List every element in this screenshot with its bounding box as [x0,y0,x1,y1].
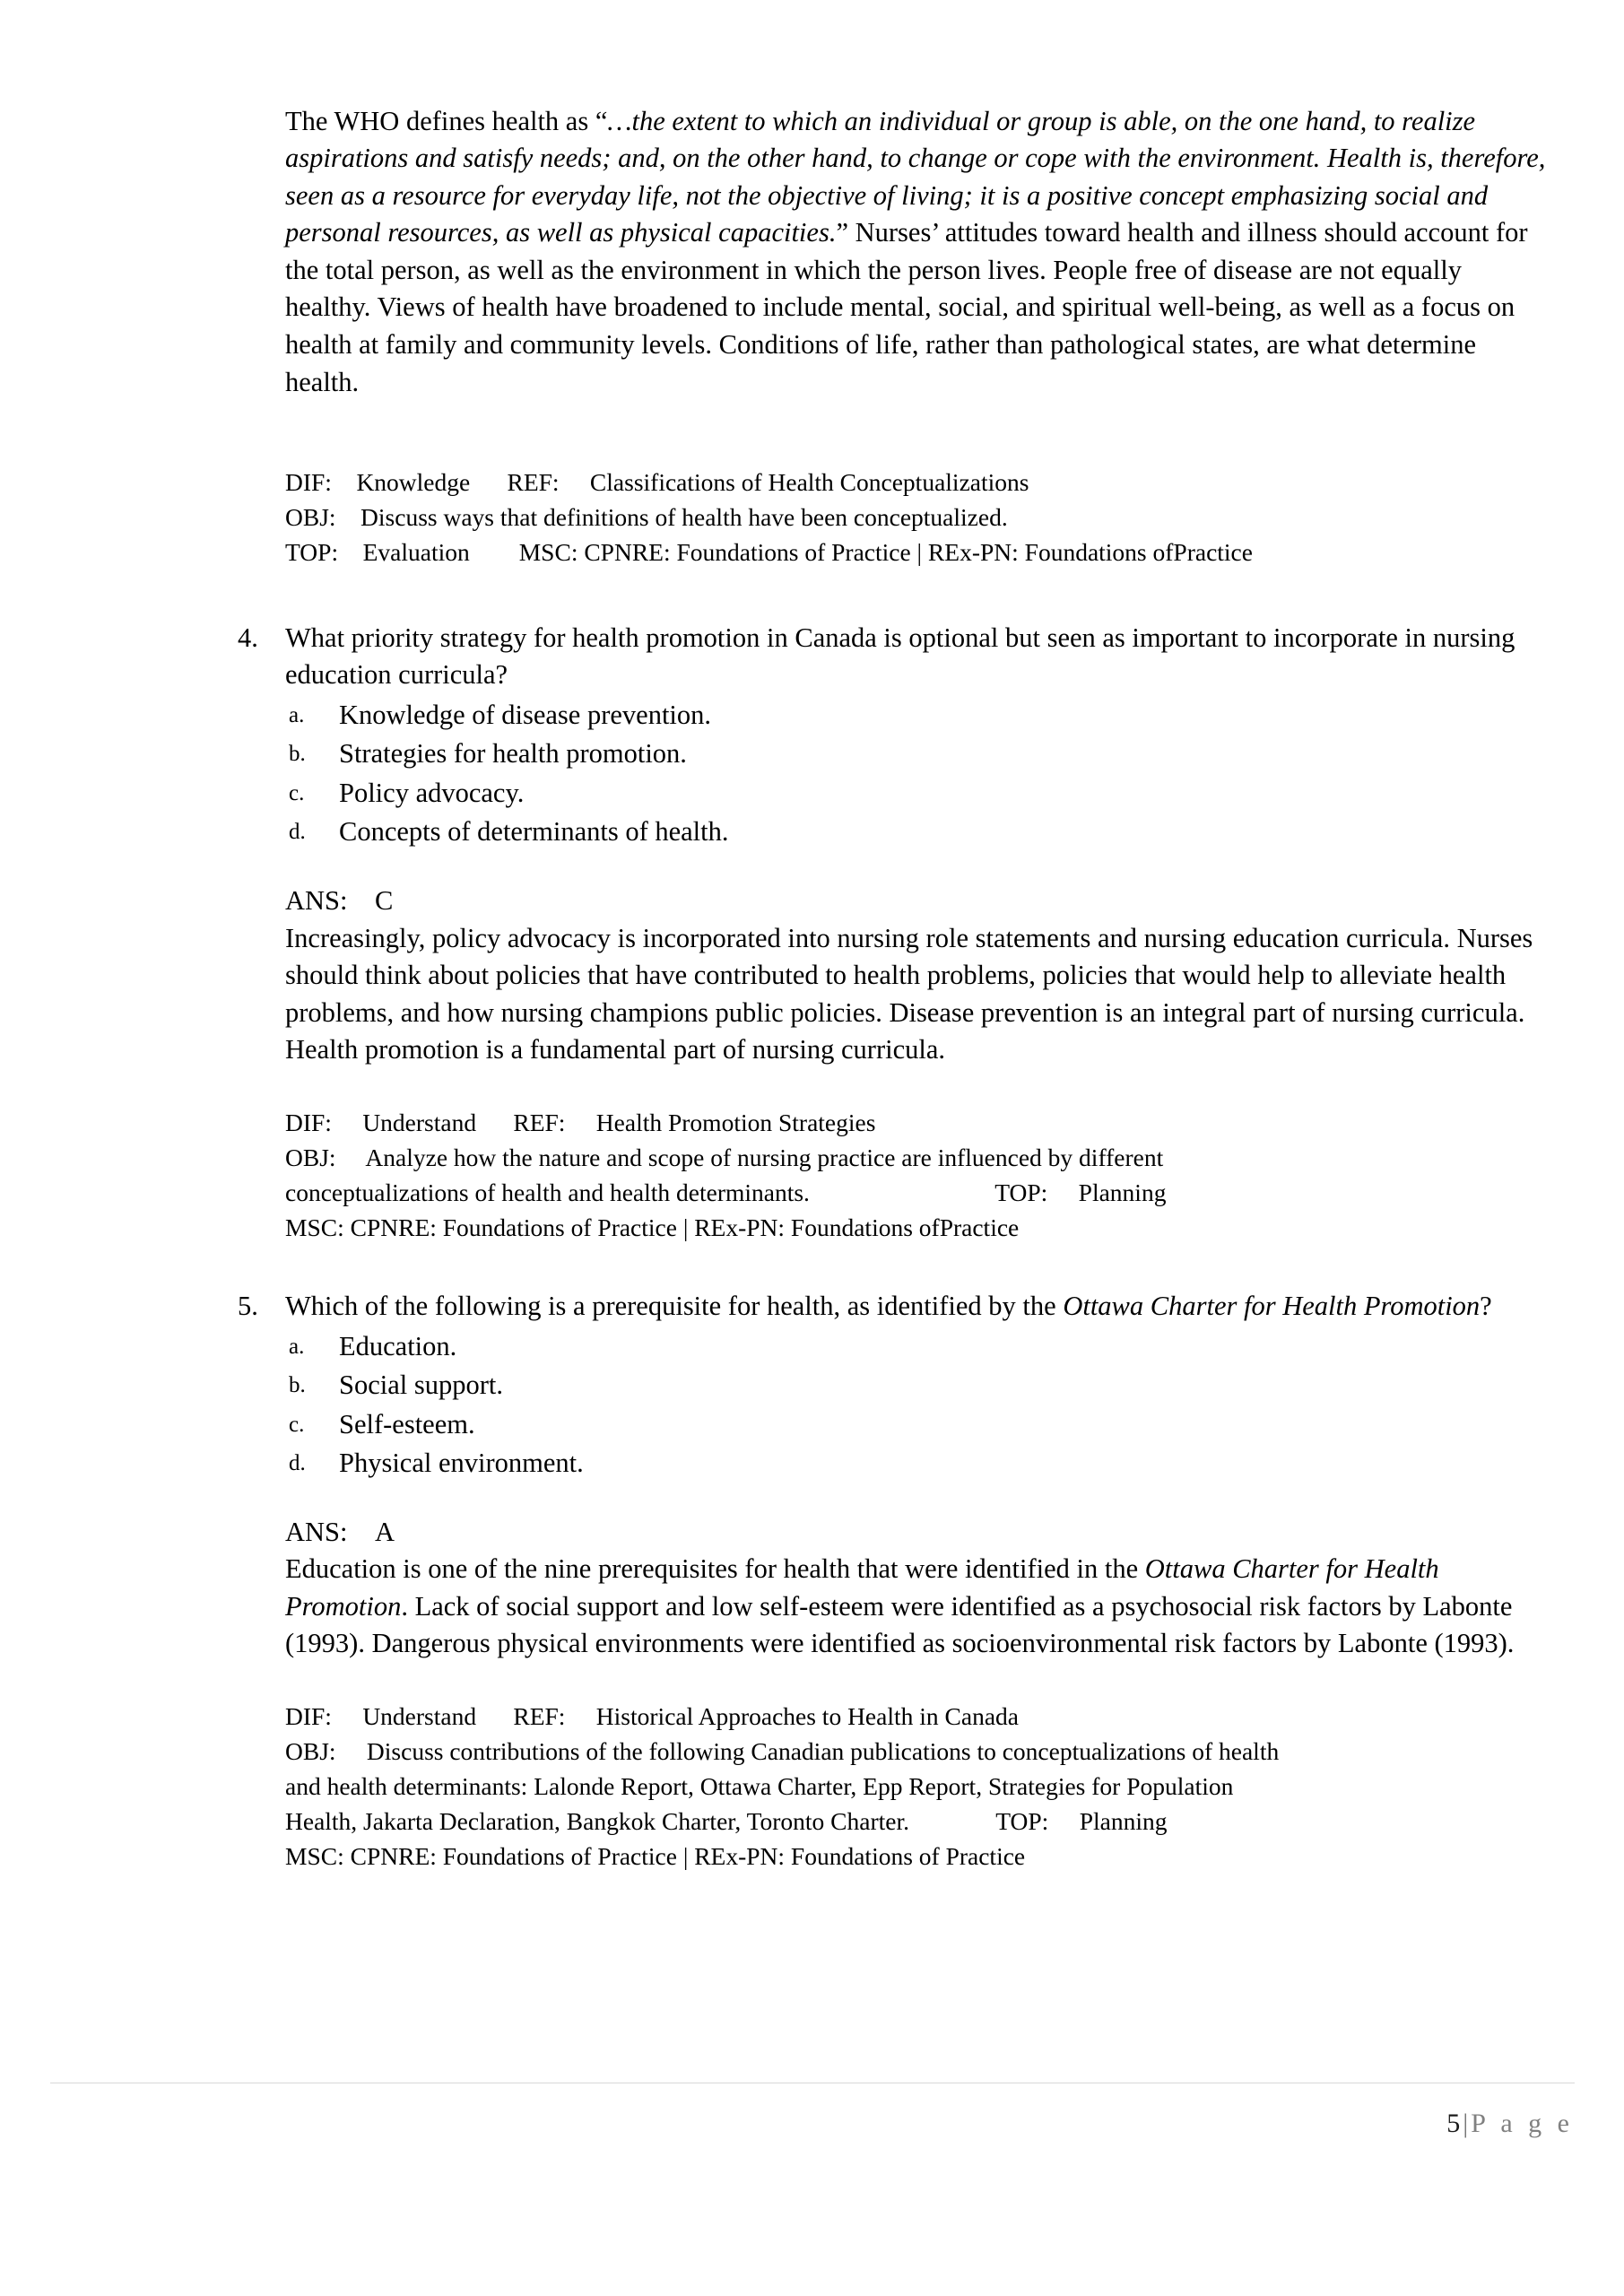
metadata-dif-ref-line: DIF: Understand REF: Health Promotion Strategies [285,1108,876,1136]
metadata-obj-continuation-line [285,1175,1559,1210]
question-4-rationale: Increasingly, policy advocacy is incorporated into nursing role statements and nursing education curricula. Nurses should think about policies that have contributed to health problems, policies that would help to alleviate health problems, and how nursing champions public policies. Disease prevention is an integral part of nursing curricula. Health promotion is a fundamental part of nursing curricula. [285,922,1533,1065]
option-c-letter: c. [289,780,305,805]
option-c-label: Self-esteem. [339,1408,475,1439]
spacer [0,1663,1624,1699]
question-5-stem [285,1288,1556,1326]
metadata-obj-end-line [285,1804,1559,1839]
spacer [0,1245,1624,1288]
metadata-msc-line: MSC: CPNRE: Foundations of Practice | REx-PN: Foundations of Practice [285,1841,1026,1870]
option-b[interactable] [285,735,1556,774]
option-c-label: Policy advocacy. [339,777,525,808]
intro-paragraph-block [285,103,1550,402]
footer [0,2106,1574,2142]
question-5-answer-line [285,1514,1624,1552]
option-b-letter: b. [289,1373,306,1397]
option-d-label: Physical environment. [339,1448,584,1478]
option-d-label: Concepts of determinants of health. [339,816,729,848]
rationale-part2: . Lack of social support and low self-esteem were identified as a psychosocial risk factors by Labonte (1993). Dangerous physical environments were identified as socioenvironmental risk factors by Labonte (1993). [285,1590,1515,1659]
option-d[interactable] [285,813,1556,852]
question-4-options [285,696,1556,852]
question-5-options [285,1327,1556,1483]
spacer [0,429,1624,465]
page-content [0,75,1624,1874]
question-5-stem-italic: Ottawa Charter for Health Promotion [1063,1290,1481,1321]
question-4-answer-line [285,883,1624,920]
option-a-letter: a. [289,1334,305,1359]
metadata-obj-line: OBJ: Analyze how the nature and scope of nursing practice are influenced by different [285,1143,1164,1171]
question-4-number: 4. [238,622,258,653]
spacer [0,1069,1624,1105]
option-d-letter: d. [289,820,306,845]
metadata-block-q4 [285,1105,1559,1245]
question-5-number: 5. [238,1290,258,1321]
answer-label: ANS: [285,1516,348,1547]
option-a[interactable] [285,696,1556,735]
option-a[interactable] [285,1327,1556,1367]
question-4-stem: What priority strategy for health promotion in Canada is optional but seen as important to incorporate in nursing education curricula? [285,622,1515,691]
metadata-obj-continuation-line: and health determinants: Lalonde Report, Ottawa Charter, Epp Report, Strategies for Population [285,1771,1234,1800]
metadata-obj-continuation-text: conceptualizations of health and health determinants. [285,1178,810,1206]
intro-quote-text: …the extent to which an individual or group is able, on the one hand, to realize aspirations and satisfy needs; and, on the other hand, to change or cope with the environment. Health is, therefore, seen as a resource for everyday life, not the objective of living; it is a positive concept emphasizing social and personal resources, as well as physical capacities. [285,105,1546,248]
metadata-top-text: TOP: Planning [994,1178,1167,1206]
metadata-block-q3 [285,465,1559,570]
metadata-top-msc-line: TOP: Evaluation MSC: CPNRE: Foundations of Practice | REx-PN: Foundations ofPractice [285,537,1253,566]
spacer [0,1483,1624,1514]
option-b-letter: b. [289,742,306,767]
question-4 [238,620,1556,852]
footer-separator: | [1463,2109,1469,2138]
option-c[interactable] [285,1405,1556,1445]
footer-page-label: P a g e [1471,2109,1574,2138]
answer-spacer [348,1517,376,1547]
option-b[interactable] [285,1366,1556,1405]
spacer [0,852,1624,883]
option-b-label: Social support. [339,1370,503,1400]
intro-tail-text: ” Nurses’ attitudes toward health and illness should account for the total person, as well as the environment in which the person lives. People free of disease are not equally healthy. Views of health have broadened to include mental, social, and spiritual well-being, as well as a focus on health at family and community levels. Conditions of life, rather than pathological states, are what determine health. [285,217,1528,397]
question-5 [238,1288,1556,1483]
rationale-italic-title: Ottawa Charter for Health Promotion [285,1553,1439,1622]
option-c[interactable] [285,774,1556,813]
metadata-msc-line: MSC: CPNRE: Foundations of Practice | REx-PN: Foundations ofPractice [285,1213,1020,1241]
rationale-part1: Education is one of the nine prerequisites for health that were identified in the [285,1553,1145,1585]
question-5-stem-part1: Which of the following is a prerequisite for health, as identified by the [285,1290,1064,1321]
metadata-obj-end-text: Health, Jakarta Declaration, Bangkok Charter, Toronto Charter. [285,1806,909,1835]
metadata-top-text: TOP: Planning [995,1806,1168,1835]
question-5-rationale [285,1551,1554,1663]
option-b-label: Strategies for health promotion. [339,738,687,770]
metadata-obj-line: OBJ: Discuss contributions of the following Canadian publications to conceptualizations of health [285,1736,1280,1765]
spacer [0,570,1624,620]
intro-lead-text: The WHO defines health as “ [285,105,608,136]
intro-paragraph [285,103,1550,402]
metadata-dif-ref-line: DIF: Knowledge REF: Classifications of Health Conceptualizations [285,467,1029,496]
option-d-letter: d. [289,1451,306,1475]
answer-value: A [375,1516,395,1547]
metadata-obj-line: OBJ: Discuss ways that definitions of health have been conceptualized. [285,502,1008,531]
metadata-gap [909,1807,995,1835]
option-d[interactable] [285,1444,1556,1483]
answer-value: C [375,884,394,916]
answer-label: ANS: [285,884,348,916]
question-5-stem-part2: ? [1480,1290,1492,1321]
page-number: 5 [1446,2109,1461,2138]
metadata-gap [810,1178,994,1206]
option-a-label: Education. [339,1330,457,1361]
option-c-letter: c. [289,1412,305,1437]
option-a-label: Knowledge of disease prevention. [339,699,712,730]
answer-spacer [348,885,376,916]
metadata-block-q5 [285,1699,1559,1874]
option-a-letter: a. [289,702,305,727]
metadata-dif-ref-line: DIF: Understand REF: Historical Approaches to Health in Canada [285,1701,1019,1730]
